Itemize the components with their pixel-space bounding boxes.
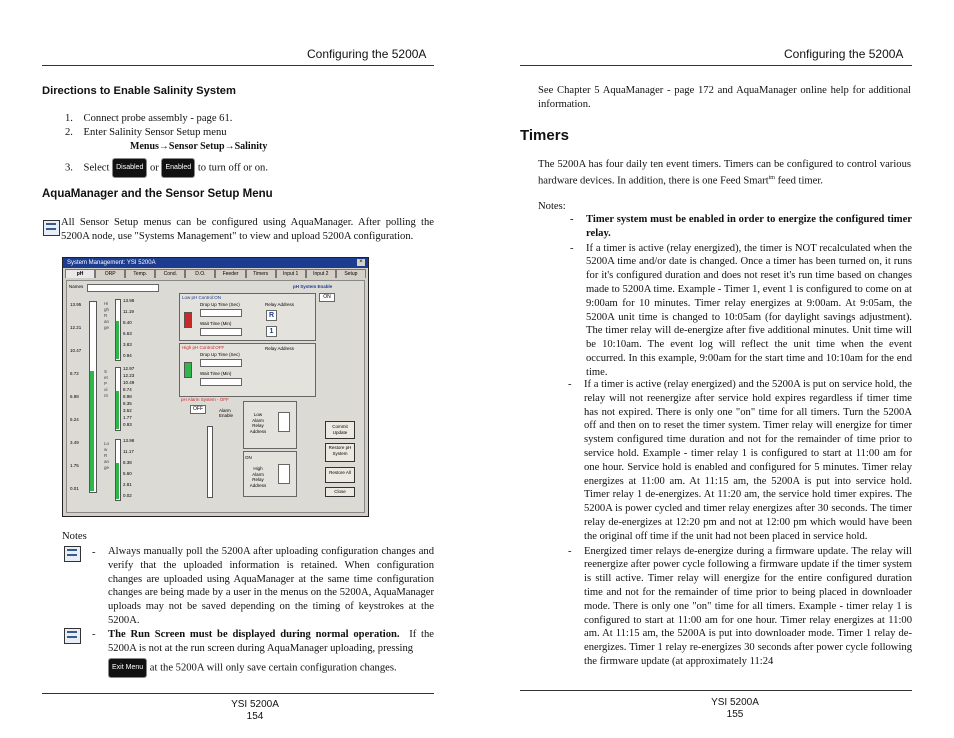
high-alarm-on-label: ON (245, 455, 252, 460)
note-icon (64, 546, 81, 562)
left-footer-model: YSI 5200A (231, 699, 279, 710)
window-title: System Management: YSI 5200A (67, 260, 156, 266)
names-input[interactable] (87, 284, 159, 292)
alarm-enable-label: Alarm Enable (219, 408, 234, 418)
ph-system-enable-label: pH System Enable (293, 284, 333, 289)
tab-orp[interactable]: ORP (95, 269, 125, 278)
right-page-number: 155 (726, 709, 744, 720)
lo-value: 11.17 (123, 449, 134, 454)
tab-ph[interactable]: pH (65, 269, 95, 278)
set-value: 8.74 (123, 387, 132, 392)
tab-cond[interactable]: Cond. (155, 269, 185, 278)
note-dash: - (92, 629, 96, 640)
exit-menu-chip: Exit Menu (108, 658, 147, 678)
timers-notes-list-2 (584, 378, 912, 669)
notes-label: Notes (62, 531, 87, 542)
close-button[interactable]: Close (325, 487, 355, 497)
high-alarm-label: High Alarm Relay Address (249, 466, 267, 488)
disabled-chip: Disabled (112, 158, 147, 178)
drop-time-input[interactable] (200, 309, 242, 317)
ph-system-enable-button[interactable]: ON (319, 293, 335, 302)
low-alarm-group (243, 401, 297, 449)
set-point-label: Set Point (104, 369, 108, 398)
step-3: 3. Select Disabled or Enabled to turn off or on. (65, 158, 268, 178)
menu-path: Menus→Sensor Setup→Salinity (130, 141, 268, 152)
scale-label: 5.24 (70, 417, 79, 422)
drop-time-input[interactable] (200, 359, 242, 367)
set-value: 8.98 (123, 394, 132, 399)
left-page-header: Configuring the 5200A (307, 47, 427, 61)
hi-value: 0.94 (123, 353, 132, 358)
relay-r-field[interactable]: R (266, 310, 277, 321)
high-ph-control-label: High pH Control:OFF (182, 345, 225, 350)
left-header-rule (42, 65, 434, 66)
scale-label: 6.98 (70, 394, 79, 399)
timers-notes-list (570, 213, 912, 380)
high-ph-toggle[interactable] (184, 362, 192, 378)
right-page-header: Configuring the 5200A (784, 47, 904, 61)
see-chapter-text: See Chapter 5 AquaManager - page 172 and AquaManager online help for additional information. (538, 85, 911, 110)
step-2: 2. Enter Salinity Sensor Setup menu (65, 127, 227, 138)
low-ph-toggle[interactable] (184, 312, 192, 328)
relay-1-field[interactable]: 1 (266, 326, 277, 337)
low-range-label: Low Range (104, 441, 110, 470)
right-header-rule (520, 65, 912, 66)
drop-time-label: Drop Up Time (Sec) (200, 302, 240, 307)
alarm-off-button[interactable]: OFF (190, 405, 206, 414)
scale-label: 0.01 (70, 486, 79, 491)
tab-input2[interactable]: Input 2 (306, 269, 336, 278)
step-1: 1. Connect probe assembly - page 61. (65, 113, 233, 124)
wait-time-input[interactable] (200, 378, 242, 386)
enabled-chip: Enabled (161, 158, 195, 178)
tab-timers[interactable]: Timers (246, 269, 276, 278)
window-close-icon[interactable]: × (357, 259, 365, 266)
set-value: 1.77 (123, 415, 132, 420)
window-tabs (65, 269, 366, 278)
scale-label: 8.72 (70, 371, 79, 376)
low-ph-control-label: Low pH Control:ON (182, 295, 222, 300)
lo-value: 8.38 (123, 460, 132, 465)
relay-address-label: Relay Address (265, 346, 295, 351)
salinity-section-title: Directions to Enable Salinity System (42, 85, 236, 97)
right-footer-model: YSI 5200A (711, 697, 759, 708)
left-footer-rule (42, 693, 434, 694)
set-value: 3.52 (123, 408, 132, 413)
low-alarm-label: Low Alarm Relay Address (249, 412, 267, 434)
low-alarm-field[interactable] (278, 412, 290, 432)
hi-value: 8.40 (123, 320, 132, 325)
high-alarm-field[interactable] (278, 464, 290, 484)
high-ph-control-group (179, 343, 316, 397)
note-icon (64, 628, 81, 644)
lo-value: 13.98 (123, 438, 135, 443)
scale-label: 3.49 (70, 440, 79, 445)
note-dash: - (92, 547, 96, 558)
commit-update-button[interactable]: Commit Update (325, 421, 355, 439)
note-2-text: The Run Screen must be displayed during normal operation. If the 5200A is not at the run screen during AquaManager uploading, pressing (108, 629, 434, 654)
timers-notes-label: Notes: (538, 201, 566, 212)
hi-value: 13.98 (123, 298, 135, 303)
set-point-fill (116, 391, 119, 429)
tab-input1[interactable]: Input 1 (276, 269, 306, 278)
set-value: 12.23 (123, 373, 135, 378)
set-value: 8.35 (123, 401, 132, 406)
restore-all-button[interactable]: Restore All (325, 467, 355, 483)
ph-main-fill (90, 371, 94, 491)
alarm-system-label: pH Alarm System - OFF (181, 397, 229, 402)
aquamanager-icon (43, 220, 60, 236)
alarm-slider[interactable] (207, 426, 213, 498)
tab-do[interactable]: D.O. (185, 269, 215, 278)
right-footer-rule (520, 690, 912, 691)
lo-value: 2.81 (123, 482, 132, 487)
high-range-fill (116, 321, 119, 359)
note-bullet: - If a timer is active (relay energized) and the 5200A is put on service hold, the relay will not reenergize after service hold expires regardless if timer time has not expired. There is only one "on" time for all timers. Turn the 5200A off and then on to reset the timer system. Timer relay will energize for timer system configured time duration and not for the remainder of time prior to service hold. Example - timer relay 1 is configured to start at 11:00 am for one hour. Service hold is enabled and configured for 5 minutes. Timer relay energizes at 11:00 am. At 11:15 am, the 5200A is put into service hold. Timer relay 1 de-energizes. At 11:20 am, the service hold timer expires. The 5200A is power cycled and timer relay energizes after 30 seconds. The timer relay de-energizes at 12:20 pm and not at 12:00 pm which would have been the original off time if the unit had not been placed in service hold. (568, 378, 912, 544)
scale-label: 12.21 (70, 325, 82, 330)
low-range-fill (116, 463, 119, 499)
relay-address-label: Relay Address (265, 302, 295, 307)
note-bullet: - Energized timer relays de-energize during a firmware update. The relay will reenergize after power cycle following a firmware update if the timer system is still active. Timer relay will energize for the entire configured duration time and not for the remainder of time prior to being placed in downloader mode. There is only one "on" time for all timers. Example - timer relay 1 is configured to start at 11:00 am for one hour. Timer relay energizes at 11:00 am. At 11:15 am, the 5200A is put into downloader mode. Timer 1 relay de-energizes. Timer 1 relay re-energizes 30 seconds after power cycle following the firmware update (at approximately 11:24 (568, 545, 912, 669)
tab-setup[interactable]: Setup (336, 269, 366, 278)
scale-label: 10.47 (70, 348, 82, 353)
wait-time-input[interactable] (200, 328, 242, 336)
tab-feeder[interactable]: Feeder (215, 269, 245, 278)
ph-tab-pane (66, 280, 365, 513)
high-range-label: High Range (104, 301, 110, 330)
note-1-text: Always manually poll the 5200A after uploading configuration changes and verify that the uploaded information is retained. When configuration changes are uploaded using AquaManager at the same time configuration changes are being made by a user in the menus on the 5200A, AquaManager uploads may not be saved depending on the timing of keystrokes at the 5200A. (108, 546, 434, 626)
aquamanager-section-title: AquaManager and the Sensor Setup Menu (42, 188, 273, 200)
note-2-end: Exit Menu at the 5200A will only save certain configuration changes. (108, 658, 434, 678)
set-value: 0.93 (123, 422, 132, 427)
high-alarm-group (243, 451, 297, 497)
wait-time-label: Wait Time (Min) (200, 371, 232, 376)
set-value: 12.97 (123, 366, 135, 371)
timers-intro: The 5200A has four daily ten event timers. Timers can be configured to control various hardware devices. In addition, there is one Feed Smart$^{tm}$ feed timer. (538, 159, 911, 187)
aquamanager-intro: All Sensor Setup menus can be configured using AquaManager. After polling the 5200A node, use "Systems Management" to view and upload 5200A configuration. (61, 217, 434, 242)
window-titlebar (63, 258, 368, 268)
timers-title: Timers (520, 127, 569, 144)
hi-value: 6.63 (123, 331, 132, 336)
scale-label: 1.75 (70, 463, 79, 468)
note-bullet: - Timer system must be enabled in order to energize the configured timer relay. (570, 213, 912, 241)
hi-value: 3.83 (123, 342, 132, 347)
drop-time-label: Drop Up Time (Sec) (200, 352, 240, 357)
hi-value: 11.19 (123, 309, 134, 314)
low-ph-control-group (179, 293, 316, 341)
left-page-number: 154 (246, 711, 264, 722)
system-management-screenshot (62, 257, 369, 517)
lo-value: 0.02 (123, 493, 132, 498)
wait-time-label: Wait Time (Min) (200, 321, 232, 326)
set-value: 10.49 (123, 380, 135, 385)
note-bullet: - If a timer is active (relay energized), the timer is NOT recalculated when the 5200A time and/or date is changed. Once a timer has been turned on, it runs for it's configured duration and does not reset it's run time based on changes made to 5200A time. Example - Timer 1, event 1 is configured to come on at 9:00am for 10 minutes. Timer relay energizes at 9:00am. At 9:05am, the 5200A unit time is changed to 10:05am (for daylight savings adjustment). The timer relay will de-energize after five additional minutes. Unit time will be 10:10am. The event log will reflect the unit time when the event occurred. In this example, 9:00am for the start time and 10:10am for the end time. (570, 242, 912, 380)
tab-temp[interactable]: Temp. (125, 269, 155, 278)
names-label: Names (69, 284, 84, 289)
restore-ph-button[interactable]: Restore pH System (325, 443, 355, 462)
lo-value: 5.60 (123, 471, 132, 476)
scale-label: 13.95 (70, 302, 82, 307)
